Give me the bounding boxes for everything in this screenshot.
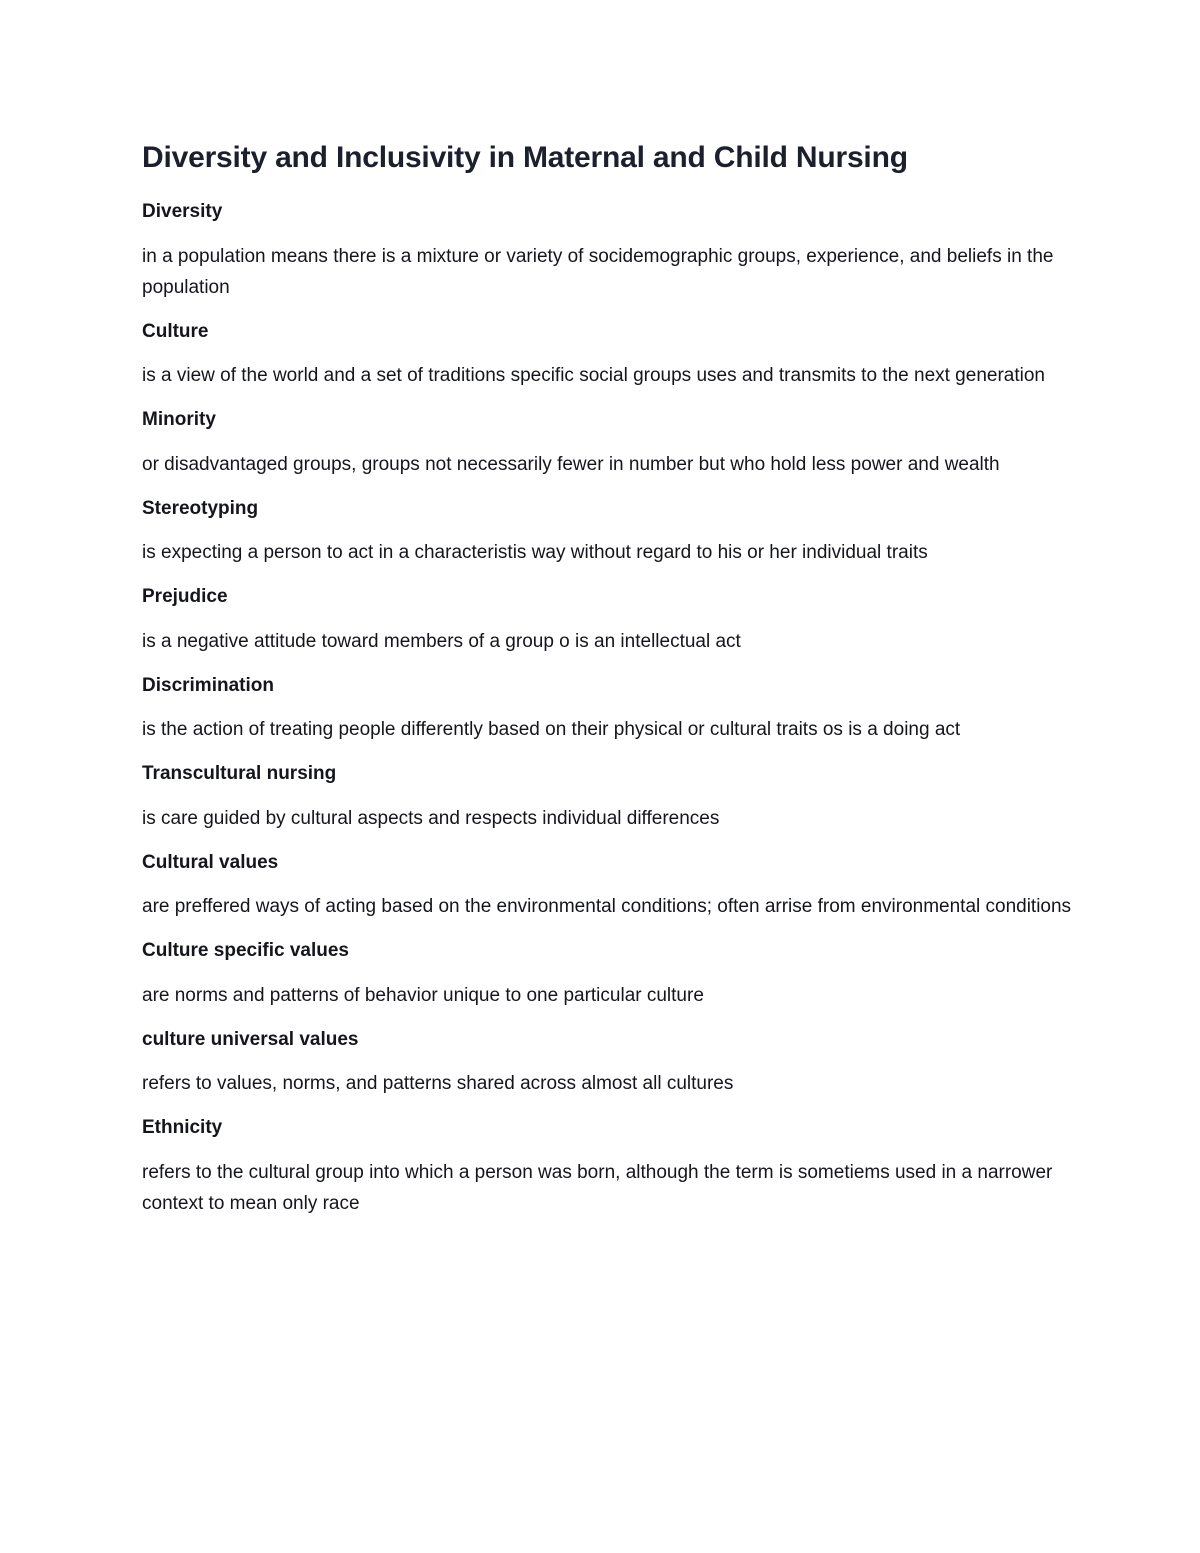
glossary-entry	[142, 406, 1072, 480]
term-definition: is a view of the world and a set of traditions specific social groups uses and transmits to the next generation	[142, 365, 1045, 387]
term-definition: is care guided by cultural aspects and respects individual differences	[142, 807, 720, 829]
term-heading: Culture specific values	[142, 940, 349, 962]
glossary-entry	[142, 318, 1072, 392]
document-title: Diversity and Inclusivity in Maternal and Child Nursing	[142, 141, 908, 174]
glossary-entry	[142, 1114, 1072, 1219]
document-page	[142, 140, 1072, 1234]
term-definition: are norms and patterns of behavior unique to one particular culture	[142, 984, 704, 1006]
term-heading: Cultural values	[142, 851, 279, 873]
glossary-entry	[142, 849, 1072, 923]
term-heading: Culture	[142, 320, 209, 342]
term-definition: refers to values, norms, and patterns shared across almost all cultures	[142, 1073, 734, 1095]
glossary-entry	[142, 495, 1072, 569]
term-definition: refers to the cultural group into which a person was born, although the term is sometiems used in a narrower context to mean only race	[142, 1162, 1053, 1215]
term-definition: is a negative attitude toward members of a group o is an intellectual act	[142, 630, 741, 652]
term-definition: in a population means there is a mixture or variety of socidemographic groups, experience, and beliefs in the population	[142, 245, 1054, 298]
term-heading: Prejudice	[142, 586, 228, 608]
glossary-entry	[142, 937, 1072, 1011]
glossary-entry	[142, 198, 1072, 303]
term-heading: Diversity	[142, 201, 223, 222]
term-heading: Discrimination	[142, 674, 274, 696]
term-heading: Ethnicity	[142, 1117, 223, 1139]
glossary-entry	[142, 760, 1072, 834]
glossary-entry	[142, 672, 1072, 746]
term-definition: or disadvantaged groups, groups not necessarily fewer in number but who hold less power and wealth	[142, 453, 1000, 475]
term-definition: is expecting a person to act in a characteristis way without regard to his or her individual traits	[142, 542, 928, 564]
glossary-entry	[142, 583, 1072, 657]
term-heading: Minority	[142, 409, 216, 431]
term-heading: Transcultural nursing	[142, 763, 337, 785]
glossary-entry	[142, 1026, 1072, 1100]
term-heading: culture universal values	[142, 1028, 359, 1050]
term-definition: is the action of treating people differently based on their physical or cultural traits os is a doing act	[142, 719, 961, 741]
term-heading: Stereotyping	[142, 497, 259, 519]
term-definition: are preffered ways of acting based on the environmental conditions; often arrise from environmental conditions	[142, 896, 1072, 918]
